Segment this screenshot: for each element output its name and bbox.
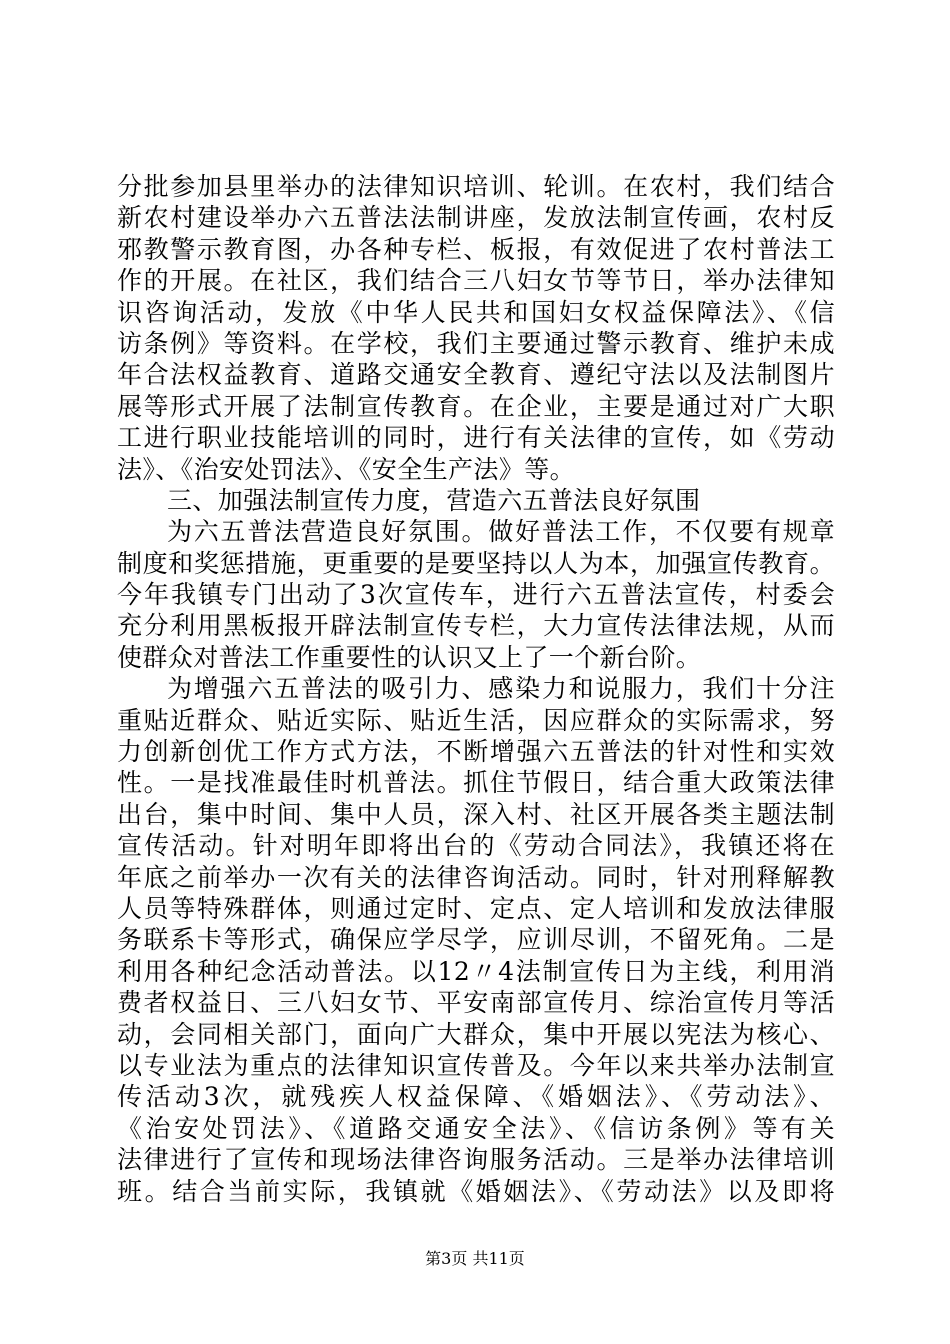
body-text-line: 访条例》等资料。在学校，我们主要通过警示教育、维护未成	[117, 328, 835, 358]
body-text-line: 三、加强法制宣传力度，营造六五普法良好氛围	[167, 485, 701, 515]
body-text-line: 费者权益日、三八妇女节、平安南部宣传月、综治宣传月等活	[117, 988, 835, 1018]
page-footer: 第3页 共11页	[425, 1249, 525, 1268]
body-text-line: 展等形式开展了法制宣传教育。在企业，主要是通过对广大职	[117, 391, 835, 421]
body-text-line: 力创新创优工作方式方法，不断增强六五普法的针对性和实效	[117, 737, 835, 767]
body-text-line: 年底之前举办一次有关的法律咨询活动。同时，针对刑释解教	[117, 862, 835, 892]
body-text-line: 人员等特殊群体，则通过定时、定点、定人培训和发放法律服	[117, 893, 835, 923]
body-text-line: 年合法权益教育、道路交通安全教育、遵纪守法以及法制图片	[117, 360, 835, 390]
body-text-line: 出台，集中时间、集中人员，深入村、社区开展各类主题法制	[117, 799, 835, 829]
body-text-line: 工进行职业技能培训的同时，进行有关法律的宣传，如《劳动	[117, 423, 835, 453]
body-text-line: 宣传活动。针对明年即将出台的《劳动合同法》，我镇还将在	[117, 831, 835, 861]
body-text-line: 传活动3次，就残疾人权益保障、《婚姻法》、《劳动法》、	[117, 1082, 835, 1112]
body-text-line: 法律进行了宣传和现场法律咨询服务活动。三是举办法律培训	[117, 1145, 835, 1175]
body-text-line: 今年我镇专门出动了3次宣传车，进行六五普法宣传，村委会	[117, 580, 835, 610]
body-text-line: 邪教警示教育图，办各种专栏、板报，有效促进了农村普法工	[117, 234, 835, 264]
body-text-line: 分批参加县里举办的法律知识培训、轮训。在农村，我们结合	[117, 172, 835, 201]
body-text-line: 班。结合当前实际，我镇就《婚姻法》、《劳动法》以及即将	[117, 1176, 835, 1206]
body-text-line: 利用各种纪念活动普法。以12〃4法制宣传日为主线，利用消	[117, 956, 835, 986]
body-text-line: 以专业法为重点的法律知识宣传普及。今年以来共举办法制宣	[117, 1050, 835, 1080]
body-text-line: 《治安处罚法》、《道路交通安全法》、《信访条例》等有关	[117, 1113, 835, 1143]
document-body	[117, 171, 835, 1207]
body-text-line: 动，会同相关部门，面向广大群众，集中开展以宪法为核心、	[117, 1019, 835, 1049]
body-text-line: 重贴近群众、贴近实际、贴近生活，因应群众的实际需求，努	[117, 705, 835, 735]
body-text-line: 为六五普法营造良好氛围。做好普法工作，不仅要有规章	[167, 517, 835, 547]
body-text-line: 作的开展。在社区，我们结合三八妇女节等节日，举办法律知	[117, 266, 835, 296]
body-text-line: 为增强六五普法的吸引力、感染力和说服力，我们十分注	[167, 674, 835, 704]
body-text-line: 法》、《治安处罚法》、《安全生产法》等。	[117, 454, 576, 484]
body-text-line: 性。一是找准最佳时机普法。抓住节假日，结合重大政策法律	[117, 768, 835, 798]
body-text-line: 使群众对普法工作重要性的认识又上了一个新台阶。	[117, 642, 702, 672]
body-text-line: 新农村建设举办六五普法法制讲座，发放法制宣传画，农村反	[117, 203, 835, 233]
body-text-line: 识咨询活动，发放《中华人民共和国妇女权益保障法》、《信	[117, 297, 835, 327]
body-text-line: 充分利用黑板报开辟法制宣传专栏，大力宣传法律法规，从而	[117, 611, 835, 641]
body-text-line: 制度和奖惩措施，更重要的是要坚持以人为本，加强宣传教育。	[117, 548, 835, 578]
body-text-line: 务联系卡等形式，确保应学尽学，应训尽训，不留死角。二是	[117, 925, 835, 955]
